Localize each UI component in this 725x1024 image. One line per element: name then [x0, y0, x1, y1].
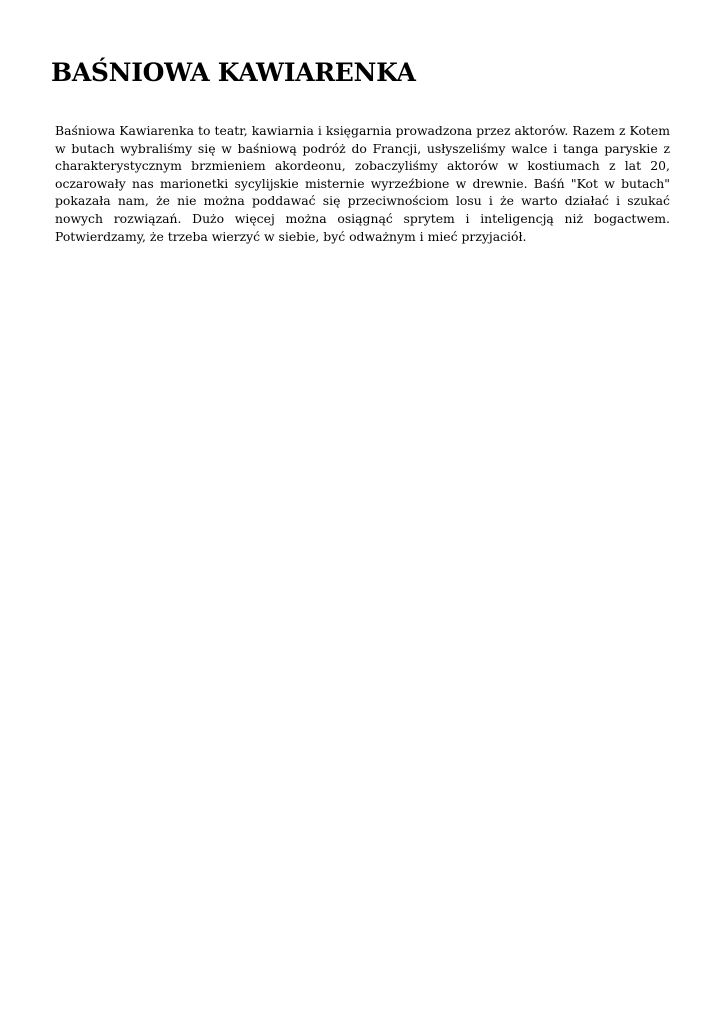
body-paragraph: Baśniowa Kawiarenka to teatr, kawiarnia i księgarnia prowadzona przez aktorów. Razem z Kotem w butach wybraliśmy się w baśniową podróż do Francji, usłyszeliśmy walce i tanga paryskie z charakterystycznym brzmieniem akordeonu, zobaczyliśmy aktorów w kostiumach z lat 20, oczarowały nas marionetki sycylijskie misternie wyrzeźbione w drewnie. Baśń "Kot w butach" pokazała nam, że nie można poddawać się przeciwnościom losu i że warto działać i szukać nowych rozwiązań. Dużo więcej można osiągnąć sprytem i inteligencją niż bogactwem. Potwierdzamy, że trzeba wierzyć w siebie, być odważnym i mieć przyjaciół.	[55, 123, 670, 244]
page-title: BAŚNIOWA KAWIARENKA	[51, 58, 416, 87]
